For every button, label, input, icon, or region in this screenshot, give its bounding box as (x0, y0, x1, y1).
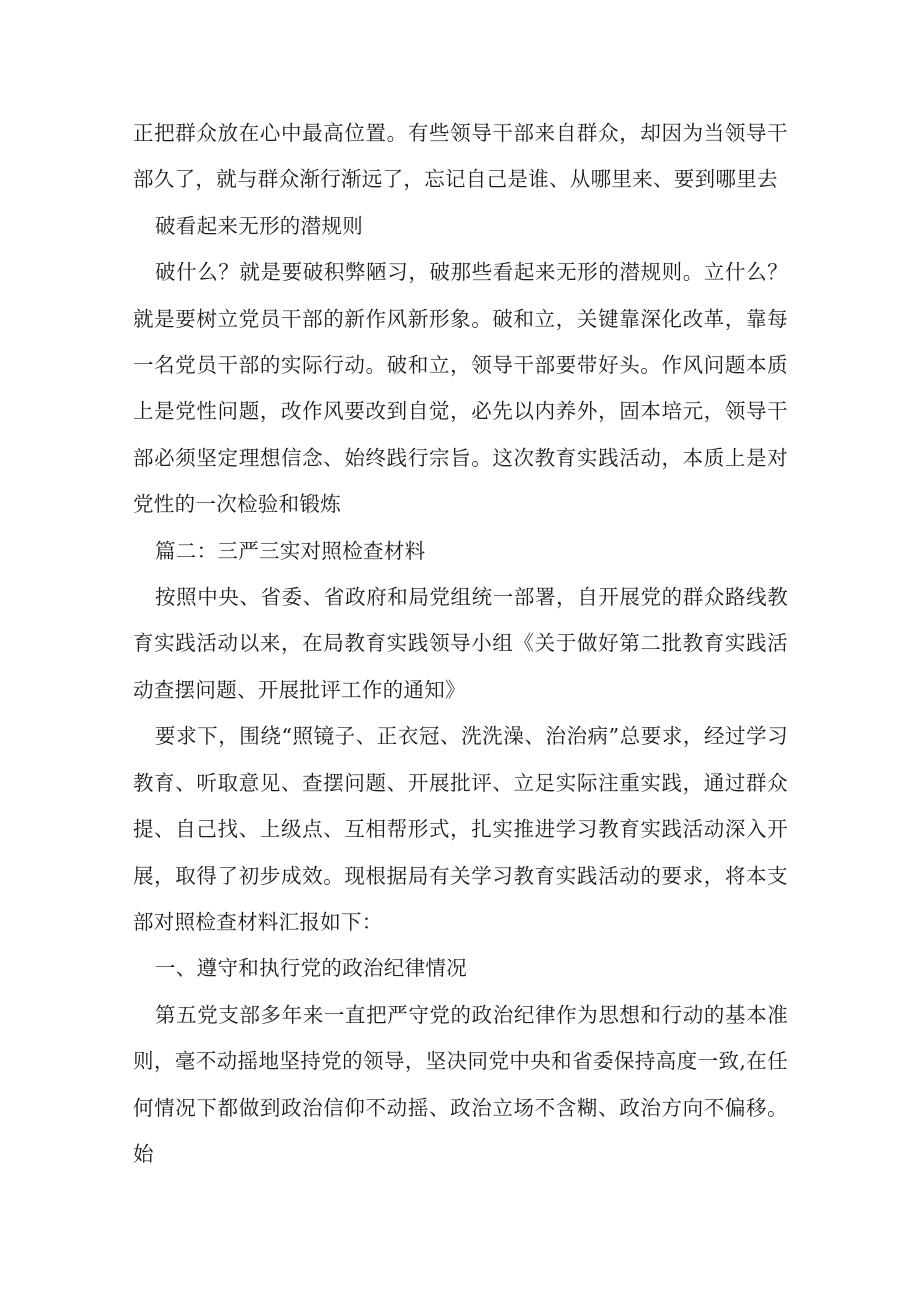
paragraph-1: 正把群众放在心中最高位置。有些领导干部来自群众，却因为当领导干部久了，就与群众渐行渐远了，忘记自己是谁、从哪里来、要到哪里去 (133, 121, 788, 192)
paragraph-deployment: 按照中央、省委、省政府和局党组统一部署，自开展党的群众路线教育实践活动以来，在局教育实践领导小组《关于做好第二批教育实践活动查摆问题、开展批评工作的通知》 (133, 585, 788, 702)
section-heading-political-discipline: 一、遵守和执行党的政治纪律情况 (155, 956, 467, 981)
document-body (133, 110, 788, 1177)
section-heading-break-rules: 破看起来无形的潜规则 (155, 213, 363, 238)
paragraph-break-and-establish: 破什么？就是要破积弊陋习，破那些看起来无形的潜规则。立什么？就是要树立党员干部的新作风新形象。破和立，关键靠深化改革，靠每一名党员干部的实际行动。破和立，领导干部要带好头。作风问题本质上是党性问题，改作风要改到自觉，必先以内养外，固本培元，领导干部必须坚定理想信念、始终践行宗旨。这次教育实践活动，本质上是对党性的一次检验和锻炼 (133, 260, 788, 517)
chapter-heading-part-two: 篇二：三严三实对照检查材料 (155, 538, 426, 563)
paragraph-requirements: 要求下，围绕“照镜子、正衣冠、洗洗澡、治治病”总要求，经过学习教育、听取意见、查摆问题、开展批评、立足实际注重实践，通过群众提、自己找、上级点、互相帮形式，扎实推进学习教育实践活动深入开展，取得了初步成效。现根据局有关学习教育实践活动的要求，将本支部对照检查材料汇报如下： (133, 724, 788, 934)
paragraph-fifth-branch: 第五党支部多年来一直把严守党的政治纪律作为思想和行动的基本准则，毫不动摇地坚持党的领导，坚决同党中央和省委保持高度一致,在任何情况下都做到政治信仰不动摇、政治立场不含糊、政治方向不偏移。始 (133, 1002, 788, 1166)
